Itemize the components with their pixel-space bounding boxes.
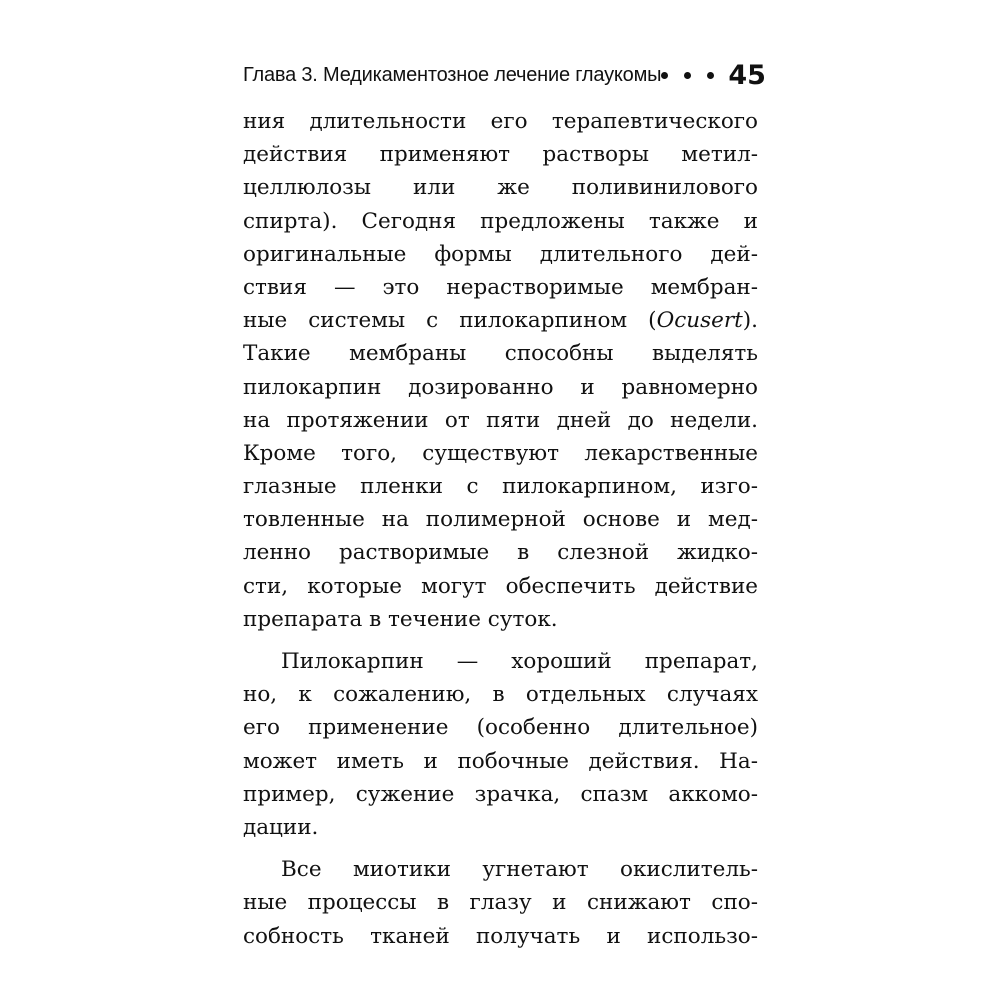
text-line: пример, сужение зрачка, спазм аккомо- — [243, 781, 758, 807]
text-line: ния длительности его терапевтического — [243, 109, 758, 134]
text-line: Все миотики угнетают окислитель- — [281, 857, 758, 883]
text-line: ные процессы в глазу и снижают спо- — [243, 890, 758, 916]
paragraph-spacing — [243, 844, 758, 853]
text-fragment: ные системы с пилокарпином ( — [243, 308, 657, 334]
text-line: ствия — это нерастворимые мембран- — [243, 274, 758, 300]
text-fragment: ). — [742, 308, 758, 334]
header-right — [661, 60, 766, 91]
text-line: действия применяют растворы метил- — [243, 142, 758, 168]
text-line: спирта). Сегодня предложены также и — [243, 208, 758, 234]
text-line: Пилокарпин — хороший препарат, — [281, 649, 758, 674]
text-line: но, к сожалению, в отдельных случаях — [243, 682, 758, 708]
body-text — [243, 105, 758, 953]
bullet-dot-icon — [707, 72, 714, 79]
text-line: препарата в течение суток. — [243, 606, 558, 632]
bullet-dot-icon — [661, 72, 668, 79]
text-line: пилокарпин дозированно и равномерно — [243, 374, 758, 400]
header-dots — [661, 72, 714, 79]
text-line: глазные пленки с пилокарпином, изго- — [243, 474, 758, 500]
paragraph — [243, 105, 758, 636]
bullet-dot-icon — [684, 72, 691, 79]
text-line: может иметь и побочные действия. На- — [243, 748, 758, 774]
italic-term: Ocusert — [656, 308, 743, 334]
text-line: Кроме того, существуют лекарственные — [243, 440, 758, 466]
text-line: на протяжении от пяти дней до недели. — [243, 407, 758, 433]
text-line: оригинальные формы длительного дей- — [243, 241, 758, 267]
text-line: товленные на полимерной основе и мед- — [243, 507, 758, 533]
text-line: собность тканей получать и использо- — [243, 923, 758, 949]
running-header — [243, 58, 766, 92]
text-line: Такие мембраны способны выделять — [243, 341, 758, 367]
text-line: целлюлозы или же поливинилового — [243, 175, 758, 201]
text-line-with-italic — [243, 304, 758, 337]
paragraph — [243, 645, 758, 844]
text-line: ленно растворимые в слезной жидко- — [243, 540, 758, 566]
text-line: дации. — [243, 814, 319, 840]
page-number: 45 — [728, 59, 766, 91]
paragraph — [243, 853, 758, 953]
text-line: его применение (особенно длительное) — [243, 715, 758, 741]
text-line: сти, которые могут обеспечить действие — [243, 573, 758, 599]
chapter-title: Глава 3. Медикаментозное лечение глаукомы — [243, 63, 662, 86]
paragraph-spacing — [243, 636, 758, 645]
